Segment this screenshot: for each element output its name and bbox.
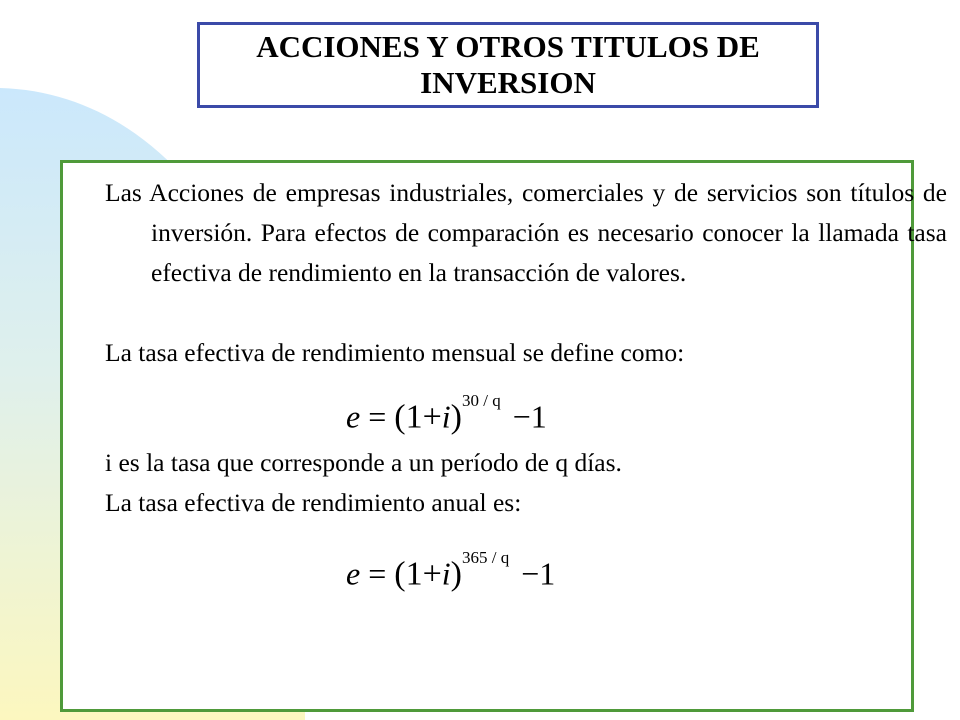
formula-annual-exponent: 365 / q [461,548,510,567]
formula-annual-var: i [441,555,451,592]
formula-annual-tail: −1 [521,555,556,592]
formula-monthly-tail: −1 [512,398,547,435]
title-box [197,22,819,108]
formula-monthly-lhs: e [346,398,361,435]
paragraph-intro: Las Acciones de empresas industriales, comerciales y de servicios son títulos de inversión. Para efectos de comparación es necesario conocer la llamada tasa efectiva de rendimiento en la transacción de valores. [105,178,947,287]
formula-annual [346,548,555,595]
formula-monthly-close: ) [450,398,462,436]
formula-annual-open: (1+ [394,555,442,593]
formula-annual-close: ) [450,555,462,593]
formula-monthly-exponent: 30 / q [461,391,501,410]
paragraph-annual-rate: La tasa efectiva de rendimiento anual es: [105,488,522,517]
formula-monthly [346,391,547,438]
paragraph-definition-i: i es la tasa que corresponde a un período de q días. [105,448,622,477]
formula-annual-lhs: e [346,555,361,592]
paragraph-monthly-rate: La tasa efectiva de rendimiento mensual se define como: [105,338,685,367]
content-box [60,160,947,712]
page-title: ACCIONES Y OTROS TITULOS DE INVERSION [256,29,760,100]
formula-monthly-var: i [441,398,451,435]
formula-monthly-equals: = [368,398,387,435]
formula-annual-equals: = [368,555,387,592]
formula-monthly-open: (1+ [394,398,442,436]
